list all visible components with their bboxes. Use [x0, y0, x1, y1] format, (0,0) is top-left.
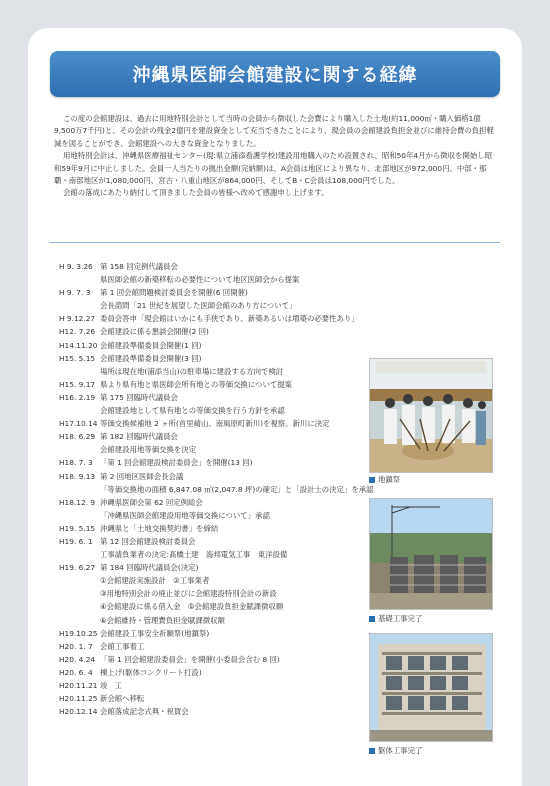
timeline-text: 第 2 回地区医師会長会議 — [100, 471, 184, 481]
timeline-entry — [59, 614, 379, 627]
foundation-photo — [369, 498, 493, 610]
timeline-entry — [59, 339, 379, 352]
timeline-date: H20. 4.24 — [59, 654, 96, 664]
timeline-entry — [59, 325, 379, 338]
timeline-text: 会館建設工事安全祈願祭(地鎮祭) — [100, 628, 210, 638]
page-title: 沖縄県医師会館建設に関する経緯 — [50, 51, 500, 97]
timeline-date — [59, 299, 100, 312]
timeline-text: ③用地特別会計の廃止並びに会館建設特別会計の新設 — [100, 589, 277, 599]
timeline-date: H20.11.21 — [59, 681, 98, 690]
timeline-text: 会館建設用地等価交換を決定 — [100, 445, 197, 455]
timeline-text: 棟上げ(躯体コンクリート打設) — [100, 667, 202, 677]
timeline-date: H 9. 7. 3 — [59, 288, 91, 298]
timeline-entry — [59, 705, 379, 718]
timeline-entry — [59, 430, 379, 443]
timeline-entry — [59, 352, 379, 365]
timeline-date: H 9.12.27 — [59, 314, 96, 324]
timeline-date: H19. 5.15 — [59, 523, 96, 533]
timeline-text: 場所は現在地(浦添当山)の駐車場に建設する方向で検討 — [100, 366, 284, 376]
timeline-text: 工事請負業者の決定:髙橋土建 海邦電気工事 東洋設備 — [100, 550, 288, 560]
timeline-date — [59, 483, 100, 496]
caption-marker-icon — [369, 616, 375, 622]
photo-caption: 躯体工事完了 — [369, 745, 422, 756]
timeline-text: 等価交換候補地 2 ヶ所(首里崎山、南風原町新川)を視察。新川に決定 — [100, 419, 330, 429]
timeline-text: 第 175 回臨時代議員会 — [100, 392, 178, 402]
timeline-text: ⑥会館維持・管理費負担金賦課徴収額 — [100, 615, 225, 625]
caption-marker-icon — [369, 477, 375, 483]
timeline-date: H14.11.20 — [59, 340, 98, 350]
timeline-text: 県より県有地と県医師会所有地との等価交換について提案 — [100, 379, 293, 389]
document-page — [28, 28, 522, 786]
timeline-text: 県医師会館の新築移転の必要性について地区医師会から提案 — [100, 275, 300, 285]
timeline-date — [59, 548, 100, 561]
timeline-text: ①会館建設実施設計 ②工事業者 — [100, 576, 210, 586]
timeline-text: 第 184 回臨時代議員会(決定) — [100, 563, 199, 573]
timeline-entry — [59, 653, 379, 666]
timeline-date: H12. 7.26 — [59, 327, 96, 337]
timeline-entry — [59, 535, 379, 548]
timeline-text: 会館建設準備委員会開催(3 回) — [100, 353, 202, 363]
timeline-text: 委員会答申「現会館はいかにも手狭であり、新築あるいは増築の必要性あり」 — [100, 314, 359, 324]
timeline-entry — [59, 574, 379, 587]
timeline-text: 第 12 回会館建設検討委員会 — [100, 536, 196, 546]
timeline-entry — [59, 666, 379, 679]
timeline-text: 「第 1 回会館建設委員会」を開催(小委員会含む 8 回) — [100, 654, 280, 664]
timeline-date: H15. 5.15 — [59, 353, 96, 363]
timeline-entry — [59, 587, 379, 600]
photo-caption: 基礎工事完了 — [369, 613, 422, 624]
timeline-text: 会館建設地として県有地との等価交換を行う方針を承認 — [100, 406, 285, 416]
timeline-date — [59, 365, 100, 378]
timeline-entry — [59, 483, 379, 496]
timeline-entry — [59, 417, 379, 430]
timeline-date: H18. 7. 3 — [59, 458, 93, 468]
timeline-text: ④会館建設に係る借入金 ⑤会館建設負担金賦課徴収額 — [100, 602, 284, 612]
timeline-entry — [59, 509, 379, 522]
timeline-entry — [59, 627, 379, 640]
timeline-text: 第 1 回会館問題検討委員会を開催(6 回開催) — [100, 288, 248, 298]
timeline-date: H18. 9.13 — [59, 471, 96, 481]
timeline-date: H18. 6.29 — [59, 432, 96, 442]
timeline-date: H20. 6. 4 — [59, 667, 93, 677]
timeline-entry — [59, 522, 379, 535]
timeline-date — [59, 273, 100, 286]
timeline-entry — [59, 391, 379, 404]
timeline-entry — [59, 470, 379, 483]
timeline-text: 「第 1 回会館建設検討委員会」を開催(13 回) — [100, 458, 253, 468]
timeline-text: 会長諮問「21 世紀を展望した医師会館のあり方について」 — [100, 301, 297, 311]
intro-paragraph: この度の会館建設は、過去に用地特別会計として当時の会員から徴収した会費により購入した土地(約11,000㎡・購入価格1億9,500万7千円)と、その会計の残金2億円を建設資金として充当できたことにより、現会員の会館建設負担金並びに維持会費の負担軽減を図ることができ、会館建設への大きな資金となりました。 — [54, 114, 494, 148]
intro-text — [54, 113, 494, 200]
timeline-date: H20.12.14 — [59, 707, 98, 717]
timeline-text: 「等価交換地の面積 6,847.08 ㎡(2,047.8 坪)の確定」と「設計士の決定」を承認 — [100, 484, 374, 494]
timeline-date: H19. 6.27 — [59, 563, 96, 573]
timeline-entry — [59, 299, 379, 312]
timeline-entry — [59, 443, 379, 456]
divider — [50, 242, 500, 243]
timeline-entry — [59, 548, 379, 561]
timeline-text: 新会館へ移転 — [100, 694, 145, 704]
timeline-entry — [59, 312, 379, 325]
timeline-text: 沖縄県と「土地交換契約書」を締結 — [100, 523, 219, 533]
timeline-entry — [59, 600, 379, 613]
timeline-date: H19. 6. 1 — [59, 536, 93, 546]
timeline-entry — [59, 496, 379, 509]
timeline-entry — [59, 692, 379, 705]
timeline-entry — [59, 456, 379, 469]
timeline-text: 第 182 回臨時代議員会 — [100, 432, 178, 442]
intro-paragraph: 用地特別会計は、沖縄県医療福祉センター(現:県立浦添看護学校)建設用地購入のため設置され、昭和50年4月から徴収を開始し昭和59年9月に中止しました。会員一人当たりの拠出金額(完納額)は、A会員は地区により異なり、北部地区が972,000円、中部・那覇・南部地区が1,080,000円、宮古・八重山地区が864,000円、そしてB・C会員は108,000円でした。 — [54, 151, 493, 186]
timeline-text: 会館建設に係る懇談会開催(2 回) — [100, 327, 209, 337]
timeline-date — [59, 404, 100, 417]
timeline-date: H20. 1. 7 — [59, 641, 93, 651]
timeline-text: 会館落成記念式典・祝賀会 — [100, 707, 189, 717]
timeline-text: 会館建設準備委員会開催(1 回) — [100, 340, 202, 350]
timeline-entry — [59, 365, 379, 378]
timeline-entry — [59, 404, 379, 417]
timeline-entry — [59, 679, 379, 692]
timeline-text: 会館工事着工 — [100, 641, 145, 651]
timeline-date — [59, 600, 100, 613]
timeline-entry — [59, 273, 379, 286]
intro-paragraph: 会館の落成にあたり納付して頂きました会員の皆様へ改めて感謝申し上げます。 — [63, 188, 329, 198]
groundbreaking-photo — [369, 358, 493, 473]
timeline-date: H 9. 3.26 — [59, 262, 93, 271]
timeline-date — [59, 614, 100, 627]
timeline-date — [59, 574, 100, 587]
timeline-entry — [59, 260, 379, 273]
timeline-date: H15. 9.17 — [59, 379, 96, 389]
timeline-date — [59, 587, 100, 600]
timeline-date: H17.10.14 — [59, 419, 98, 429]
timeline-entry — [59, 378, 379, 391]
photo-caption: 地鎮祭 — [369, 474, 400, 485]
caption-marker-icon — [369, 748, 375, 754]
timeline-date: H20.11.25 — [59, 694, 98, 704]
timeline-text: 「沖縄県医師会館建設用地等価交換について」承認 — [100, 510, 270, 520]
timeline-date: H18.12. 9 — [59, 497, 96, 507]
timeline-date: H19.10.25 — [59, 628, 98, 638]
timeline-date — [59, 443, 100, 456]
timeline-text: 竣 工 — [100, 681, 123, 690]
timeline-text: 沖縄県医師会第 62 回定例総会 — [100, 497, 203, 507]
timeline-entry — [59, 561, 379, 574]
timeline-list — [59, 260, 379, 718]
frame-photo — [369, 633, 493, 742]
timeline-date — [59, 509, 100, 522]
timeline-date: H16. 2.19 — [59, 392, 96, 402]
timeline-text: 第 158 回定例代議員会 — [100, 262, 178, 271]
timeline-entry — [59, 286, 379, 299]
timeline-entry — [59, 640, 379, 653]
